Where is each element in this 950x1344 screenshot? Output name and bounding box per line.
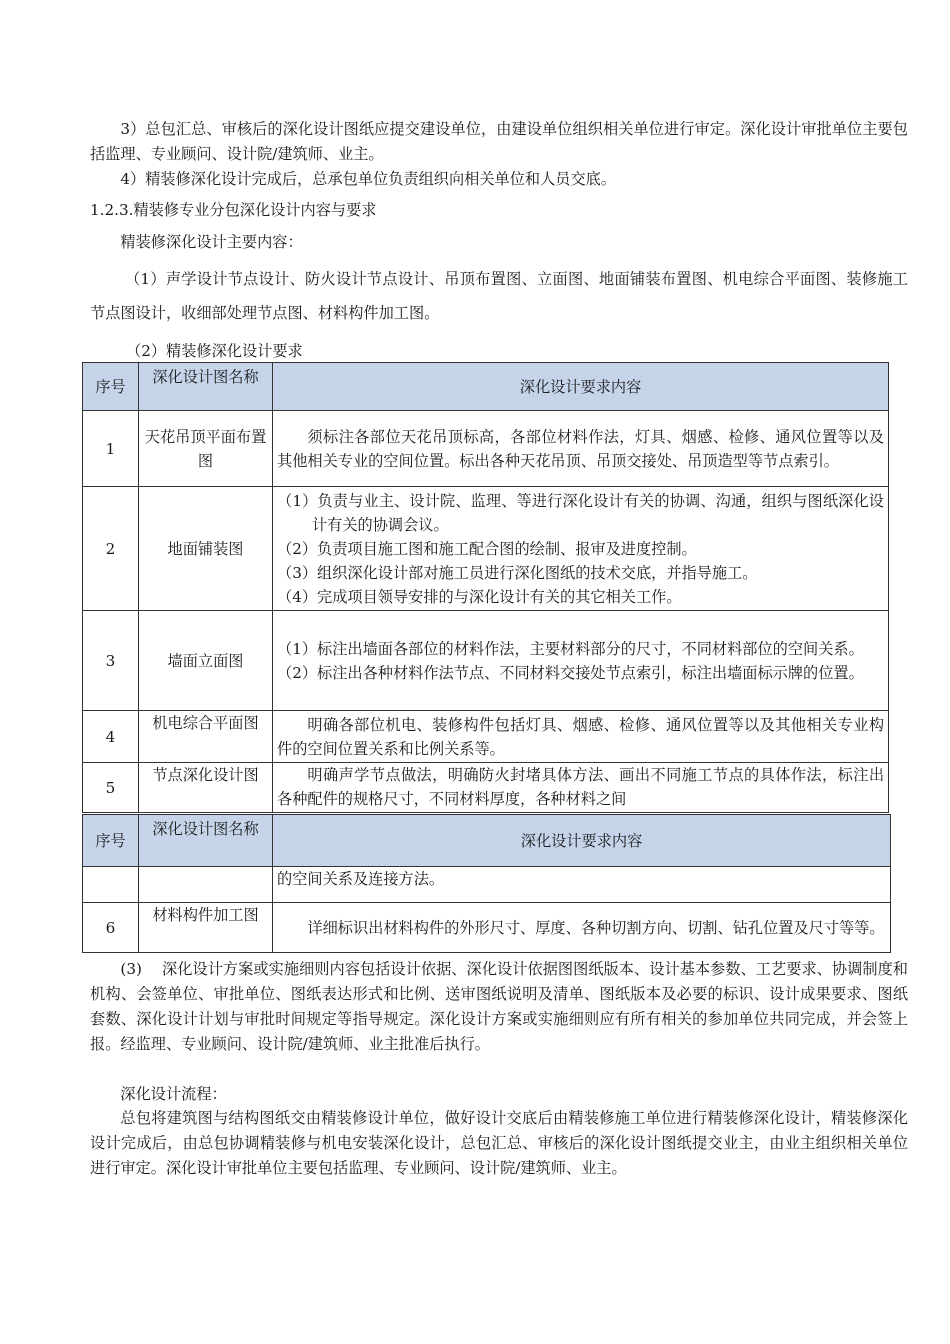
table-row (83, 903, 891, 953)
paragraph-3: 3）总包汇总、审核后的深化设计图纸应提交建设单位，由建设单位组织相关单位进行审定。深化设计审批单位主要包括监理、专业顾问、设计院/建筑师、业主。 (90, 120, 908, 163)
row-no: 3 (83, 611, 139, 711)
header-name: 深化设计图名称 (139, 363, 273, 411)
row-req (273, 611, 889, 711)
table-row (83, 611, 889, 711)
row-req: 明确声学节点做法，明确防火封堵具体方法、画出不同施工节点的具体作法，标注出各种配件的规格尺寸，不同材料厚度，各种材料之间 (273, 763, 889, 813)
flow-paragraph: 总包将建筑图与结构图纸交由精装修设计单位，做好设计交底后由精装修施工单位进行精装修深化设计，精装修深化设计完成后，由总包协调精装修与机电安装深化设计，总包汇总、审核后的深化设计图纸提交业主，由业主组织相关单位进行审定。深化设计审批单位主要包括监理、专业顾问、设计院/建筑师、业主。 (90, 1109, 908, 1177)
row-no: 5 (83, 763, 139, 813)
table-row (83, 487, 889, 611)
row-name: 地面铺装图 (139, 487, 273, 611)
table-row (83, 867, 891, 903)
requirements-table-continued (82, 814, 891, 953)
row-req: 明确各部位机电、装修构件包括灯具、烟感、检修、通风位置等以及其他相关专业构件的空间位置关系和比例关系等。 (273, 711, 889, 763)
table-header (83, 815, 891, 867)
header-no: 序号 (83, 363, 139, 411)
row-name: 节点深化设计图 (139, 763, 273, 813)
row-name: 机电综合平面图 (139, 711, 273, 763)
row-req: 详细标识出材料构件的外形尺寸、厚度、各种切割方向、切割、钻孔位置及尺寸等等。 (273, 903, 891, 953)
header-name: 深化设计图名称 (139, 815, 273, 867)
req-item: （1）标注出墙面各部位的材料作法，主要材料部分的尺寸，不同材料部位的空间关系。 (277, 639, 864, 658)
content-item-1: （1）声学设计节点设计、防火设计节点设计、吊顶布置图、立面图、地面铺装布置图、机电综合平面图、装修施工节点图设计，收细部处理节点图、材料构件加工图。 (90, 270, 908, 322)
flow-title: 深化设计流程： (120, 1085, 227, 1103)
row-no: 4 (83, 711, 139, 763)
row-no: 2 (83, 487, 139, 611)
req-item: （3）组织深化设计部对施工员进行深化图纸的技术交底，并指导施工。 (277, 563, 758, 582)
req-item: （1）负责与业主、设计院、监理、等进行深化设计有关的协调、沟通，组织与图纸深化设计有关的协调会议。 (277, 491, 884, 534)
row-no: 1 (83, 411, 139, 487)
main-content-intro: 精装修深化设计主要内容： (120, 233, 303, 251)
req-item: （2）负责项目施工图和施工配合图的绘制、报审及进度控制。 (277, 539, 697, 558)
row-req (273, 487, 889, 611)
row-name: 天花吊顶平面布置图 (139, 411, 273, 487)
row-name: 墙面立面图 (139, 611, 273, 711)
row-no: 6 (83, 903, 139, 953)
row-req-continued: 的空间关系及连接方法。 (273, 867, 891, 903)
req-item: （2）标注出各种材料作法节点、不同材料交接处节点索引，标注出墙面标示牌的位置。 (277, 663, 864, 682)
row-name: 材料构件加工图 (139, 903, 273, 953)
table-header (83, 363, 889, 411)
header-req: 深化设计要求内容 (273, 363, 889, 411)
requirements-table (82, 362, 889, 813)
table-row (83, 711, 889, 763)
content-item-2: （2）精装修深化设计要求 (126, 342, 303, 360)
table-row (83, 763, 889, 813)
table-row (83, 411, 889, 487)
paragraph-design-plan: (3) 深化设计方案或实施细则内容包括设计依据、深化设计依据图图纸版本、设计基本参数、工艺要求、协调制度和机构、会签单位、审批单位、图纸表达形式和比例、送审图纸说明及清单、图纸版本及必要的标识、设计成果要求、图纸套数、深化设计计划与审批时间规定等指导规定。深化设计方案或实施细则应有所有相关的参加单位共同完成，并会签上报。经监理、专业顾问、设计院/建筑师、业主批准后执行。 (90, 960, 908, 1053)
paragraph-4: 4）精装修深化设计完成后，总承包单位负责组织向相关单位和人员交底。 (120, 170, 617, 188)
header-req: 深化设计要求内容 (273, 815, 891, 867)
section-heading: 1.2.3.精装修专业分包深化设计内容与要求 (90, 201, 377, 219)
req-item: （4）完成项目领导安排的与深化设计有关的其它相关工作。 (277, 587, 682, 606)
header-no: 序号 (83, 815, 139, 867)
row-req: 须标注各部位天花吊顶标高，各部位材料作法，灯具、烟感、检修、通风位置等以及其他相关专业的空间位置。标出各种天花吊顶、吊顶交接处、吊顶造型等节点索引。 (273, 411, 889, 487)
